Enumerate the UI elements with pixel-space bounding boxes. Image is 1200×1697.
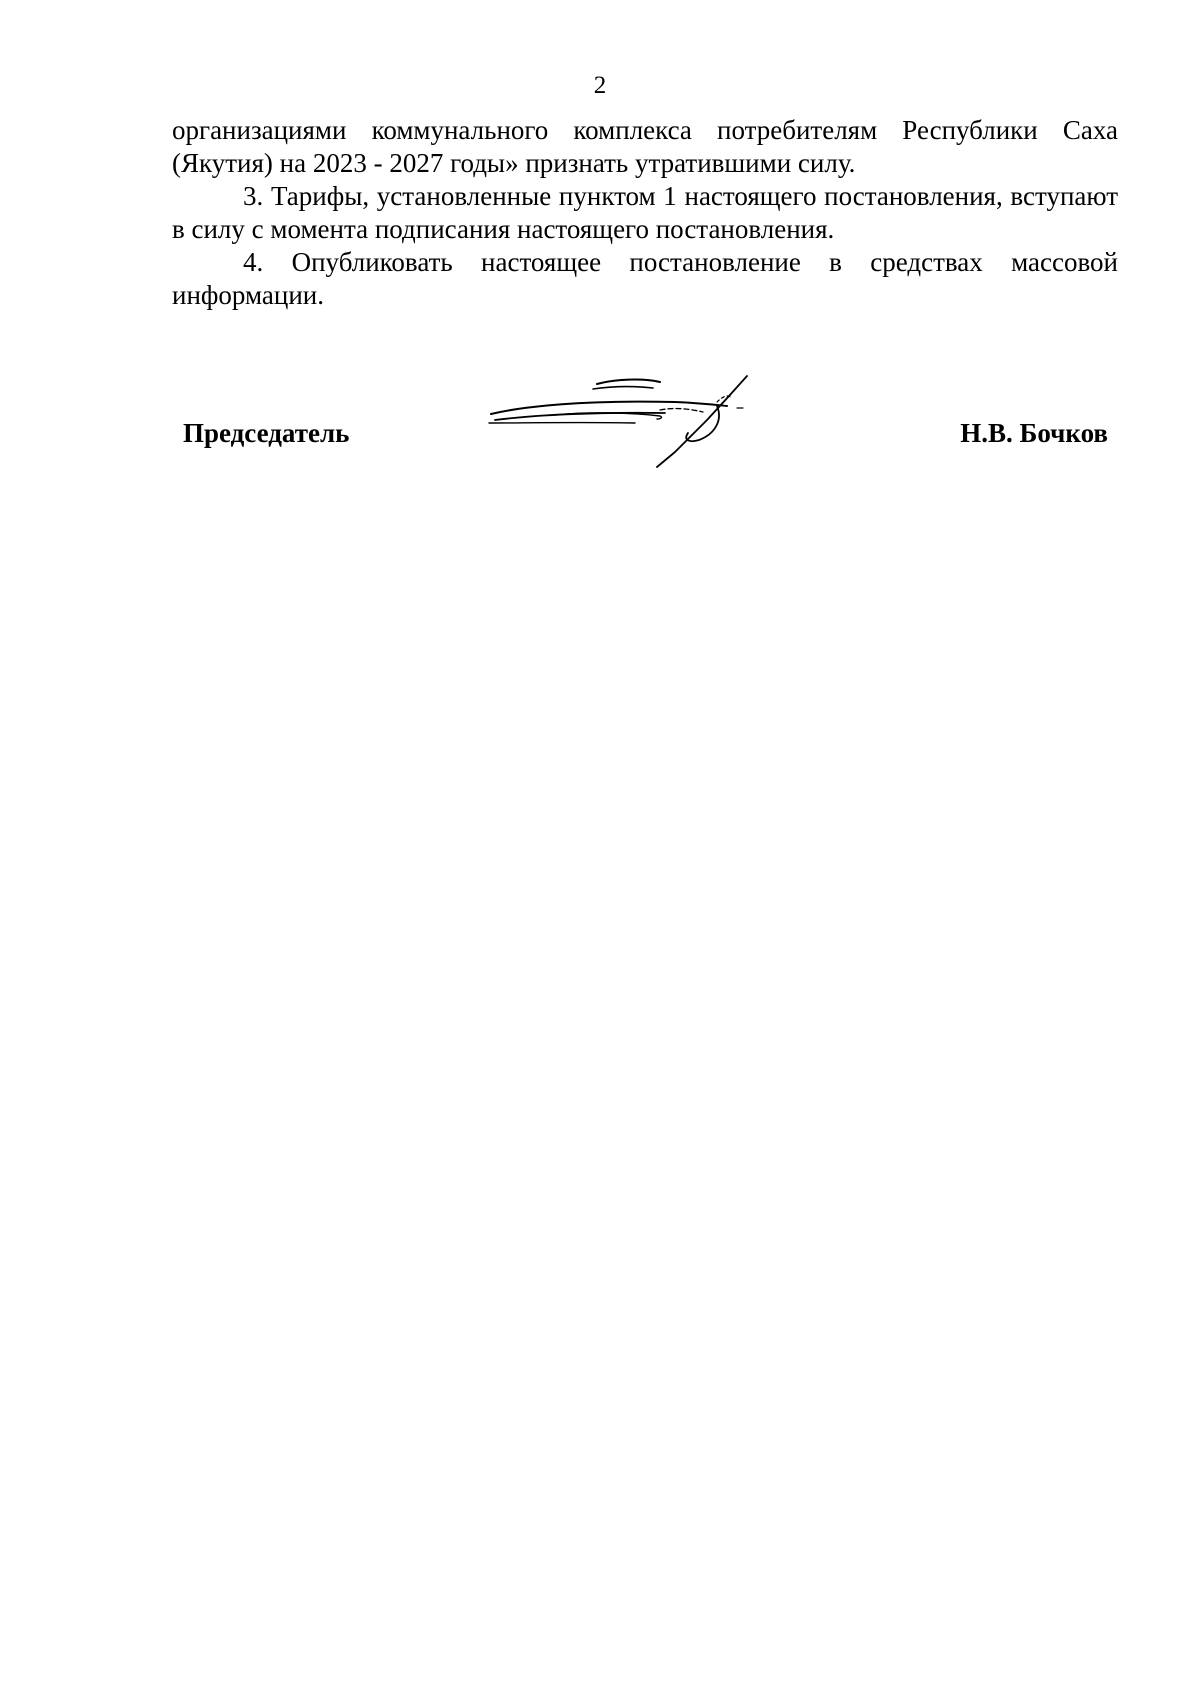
paragraph-continuation: организациями коммунального комплекса потребителям Республики Саха (Якутия) на 2023 - 2027 годы» признать утратившими силу.	[172, 115, 1118, 178]
signatory-role: Председатель	[183, 418, 350, 448]
signature-row	[0, 410, 1200, 470]
paragraph-item-4: 4. Опубликовать настоящее постановление в средствах массовой информации.	[172, 247, 1118, 310]
document-body	[172, 114, 1118, 312]
page-number: 2	[593, 72, 607, 99]
paragraph-item-3: 3. Тарифы, установленные пунктом 1 настоящего постановления, вступают в силу с момента подписания настоящего постановления.	[172, 181, 1118, 244]
signatory-name: Н.В. Бочков	[960, 418, 1108, 448]
